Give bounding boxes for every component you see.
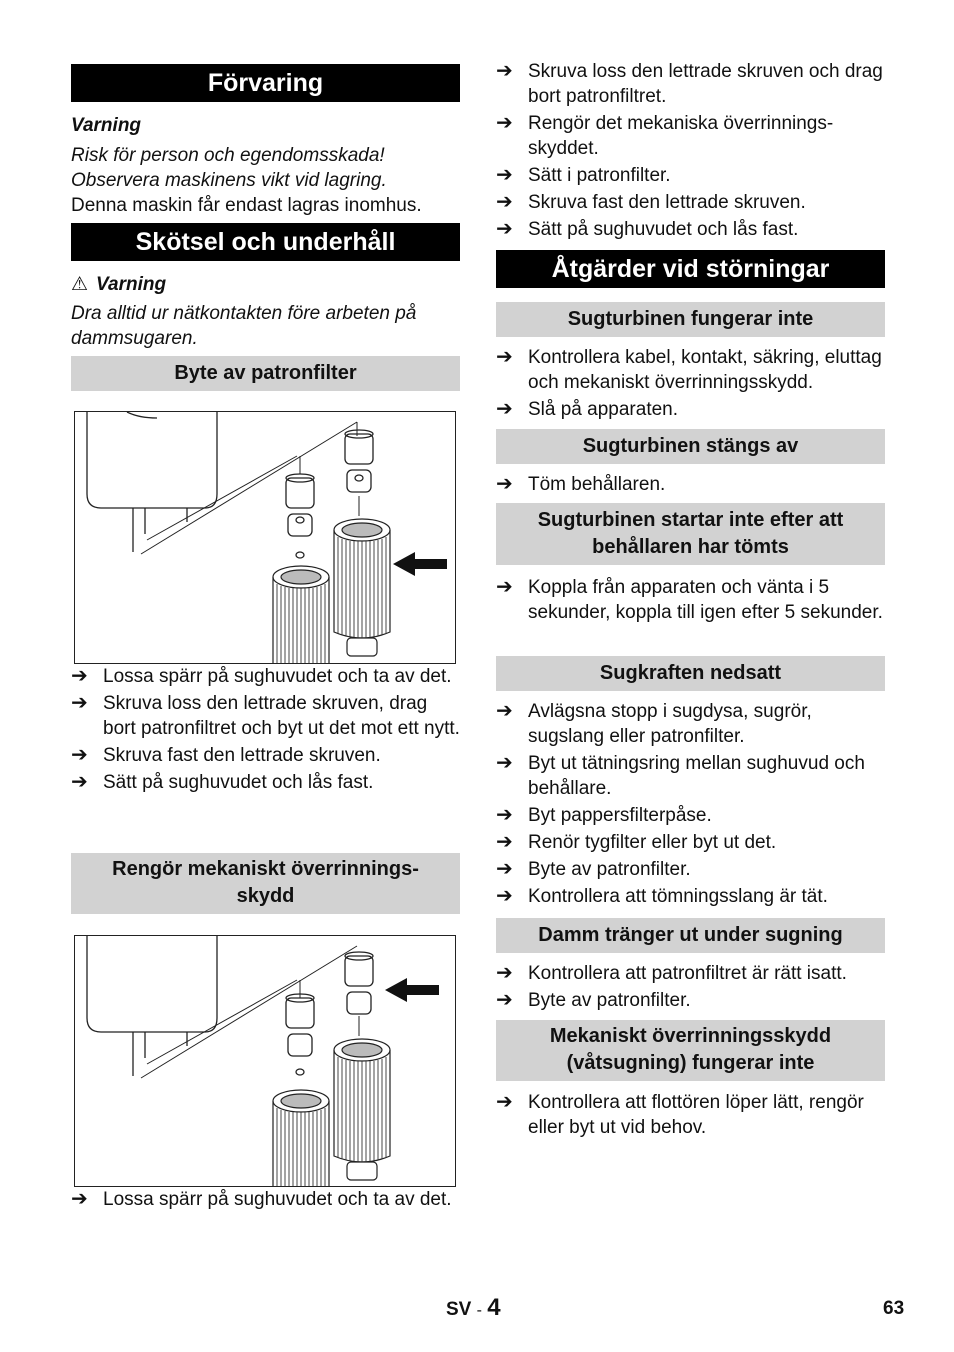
fault-steps-turbine-stops: [496, 472, 885, 499]
list-item: ➔ Töm behållaren.: [496, 473, 666, 495]
fault-steps-turbine-no-start: [496, 575, 885, 627]
list-item: ➔ Kontrollera att patronfiltret är rätt isatt.: [496, 962, 847, 984]
arrow-right-icon: ➔: [496, 473, 513, 495]
care-heading: Skötsel och underhåll: [71, 223, 460, 261]
list-item: ➔ Sätt på sughuvudet och lås fast.: [496, 218, 799, 240]
list-item: ➔ Byt ut tätningsring mellan sughuvud och behållare.: [496, 752, 865, 799]
fault-steps-turbine-not-working: [496, 345, 885, 424]
arrow-right-icon: ➔: [496, 346, 513, 368]
fault-heading-dust-escapes: Damm tränger ut under sugning: [496, 918, 885, 953]
care-warning-title: Varning: [96, 274, 167, 295]
list-item: ➔ Sätt på sughuvudet och lås fast.: [71, 771, 374, 793]
list-item: ➔ Renör tygfilter eller byt ut det.: [496, 831, 777, 853]
arrow-right-icon: ➔: [71, 744, 88, 766]
list-item: ➔ Koppla från apparaten och vänta i 5 sekunder, koppla till igen efter 5 sekunder.: [496, 576, 883, 623]
storage-heading: Förvaring: [71, 64, 460, 102]
left-column: [71, 0, 460, 1352]
filter-change-steps: [71, 664, 460, 797]
list-item: ➔ Lossa spärr på sughuvudet och ta av det.: [71, 1188, 452, 1210]
arrow-right-icon: ➔: [71, 771, 88, 793]
arrow-right-icon: ➔: [71, 692, 88, 714]
list-item: ➔ Avlägsna stopp i sugdysa, sugrör, sugslang eller patronfilter.: [496, 700, 812, 747]
storage-warning-title: Varning: [71, 115, 142, 136]
arrow-right-icon: ➔: [496, 218, 513, 240]
arrow-right-icon: ➔: [496, 60, 513, 82]
arrow-right-icon: ➔: [71, 1188, 88, 1210]
page-number: 63: [883, 1298, 905, 1319]
arrow-right-icon: ➔: [496, 804, 513, 826]
list-item: ➔ Kontrollera att flottören löper lätt, rengör eller byt ut vid behov.: [496, 1091, 864, 1138]
fault-heading-suction-reduced: Sugkraften nedsatt: [496, 656, 885, 691]
list-item: ➔ Byte av patronfilter.: [496, 989, 691, 1011]
filter-change-heading: Byte av patronfilter: [71, 356, 460, 391]
arrow-right-icon: ➔: [496, 885, 513, 907]
fault-heading-turbine-no-start: Sugturbinen startar inte efter att behållaren har tömts: [496, 503, 885, 565]
care-warning-title-row: [71, 273, 460, 297]
cartridge-filter-diagram: [75, 412, 455, 663]
footer-section-label: SV - 4: [446, 1294, 501, 1321]
filter-change-illustration: [74, 411, 456, 664]
list-item: ➔ Byte av patronfilter.: [496, 858, 691, 880]
list-item: ➔ Kontrollera kabel, kontakt, säkring, eluttag och mekaniskt överrinningsskydd.: [496, 346, 882, 393]
list-item: ➔ Skruva fast den lettrade skruven.: [496, 191, 806, 213]
overflow-clean-illustration: [74, 935, 456, 1187]
list-item: ➔ Skruva fast den lettrade skruven.: [71, 744, 381, 766]
storage-note: Denna maskin får endast lagras inomhus.: [71, 195, 422, 216]
arrow-right-icon: ➔: [496, 191, 513, 213]
care-warning-text: Dra alltid ur nätkontakten före arbeten på dammsugaren.: [71, 303, 417, 349]
float-valve-diagram: [75, 936, 455, 1186]
list-item: ➔ Slå på apparaten.: [496, 398, 679, 420]
list-item: ➔ Rengör det mekaniska överrinnings-skyddet.: [496, 112, 834, 159]
fault-heading-overflow-protection: Mekaniskt överrinningsskydd (våtsugning) fungerar inte: [496, 1020, 885, 1081]
fault-heading-turbine-stops: Sugturbinen stängs av: [496, 429, 885, 464]
faults-heading: Åtgärder vid störningar: [496, 250, 885, 288]
list-item: ➔ Skruva loss den lettrade skruven och drag bort patronfiltret.: [496, 60, 883, 107]
overflow-clean-steps-left: [71, 1187, 460, 1214]
fault-steps-dust-escapes: [496, 961, 885, 1015]
arrow-right-icon: ➔: [496, 989, 513, 1011]
list-item: ➔ Skruva loss den lettrade skruven, drag bort patronfiltret och byt ut det mot ett nytt.: [71, 692, 460, 739]
overflow-clean-steps-right: [496, 59, 885, 244]
arrow-right-icon: ➔: [496, 831, 513, 853]
right-column: [496, 0, 885, 1352]
arrow-right-icon: ➔: [496, 398, 513, 420]
list-item: ➔ Lossa spärr på sughuvudet och ta av det.: [71, 665, 452, 687]
warning-icon: ⚠: [71, 274, 89, 295]
arrow-right-icon: ➔: [496, 962, 513, 984]
list-item: ➔ Byt pappersfilterpåse.: [496, 804, 712, 826]
list-item: ➔ Sätt i patronfilter.: [496, 164, 671, 186]
arrow-right-icon: ➔: [496, 700, 513, 722]
arrow-right-icon: ➔: [496, 752, 513, 774]
arrow-right-icon: ➔: [496, 576, 513, 598]
fault-steps-suction-reduced: [496, 699, 885, 911]
overflow-clean-heading: Rengör mekaniskt överrinnings-skydd: [71, 853, 460, 914]
arrow-right-icon: ➔: [496, 858, 513, 880]
fault-heading-turbine-not-working: Sugturbinen fungerar inte: [496, 302, 885, 337]
arrow-right-icon: ➔: [71, 665, 88, 687]
list-item: ➔ Kontrollera att tömningsslang är tät.: [496, 885, 828, 907]
fault-steps-overflow-protection: [496, 1090, 885, 1142]
arrow-right-icon: ➔: [496, 164, 513, 186]
arrow-right-icon: ➔: [496, 112, 513, 134]
storage-warning-text: Risk för person och egendomsskada! Observera maskinens vikt vid lagring.: [71, 145, 387, 191]
arrow-right-icon: ➔: [496, 1091, 513, 1113]
